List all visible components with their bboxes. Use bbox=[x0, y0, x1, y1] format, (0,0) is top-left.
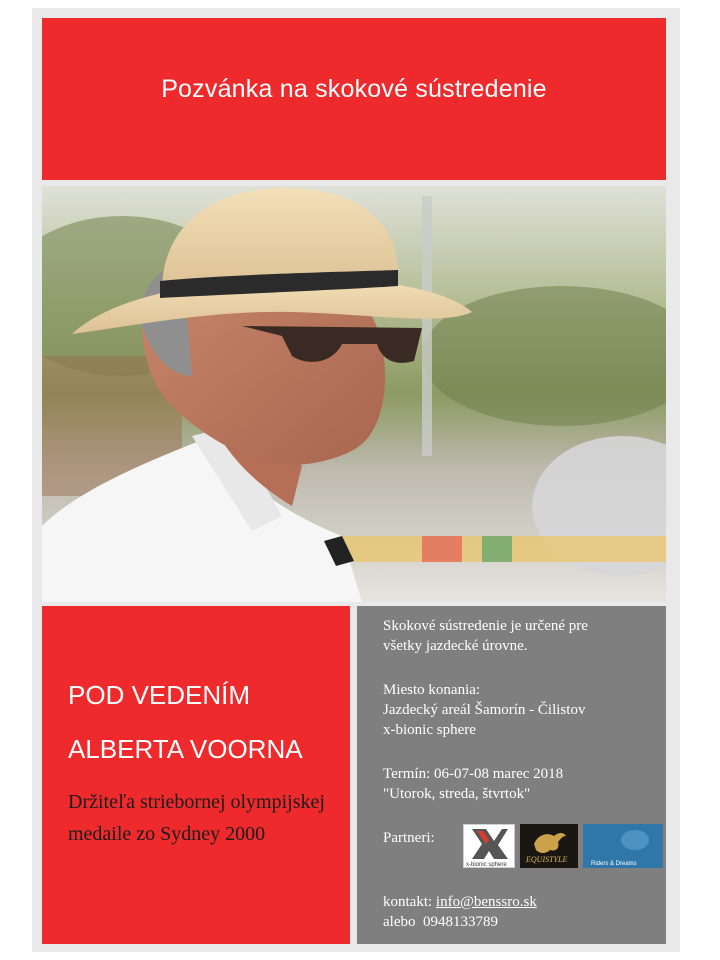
venue-label: Miesto konania: bbox=[383, 682, 481, 698]
x-bionic-logo-text: x-bionic sphere bbox=[466, 862, 507, 868]
phone-label: alebo bbox=[383, 914, 416, 930]
venue-text bbox=[383, 680, 658, 740]
contact-line bbox=[383, 892, 658, 912]
date-line-2: "Utorok, streda, štvrtok" bbox=[383, 786, 531, 802]
header-banner bbox=[42, 18, 666, 180]
intro-line-1: Skokové sústredenie je určené pre bbox=[383, 618, 588, 634]
intro-line-2: všetky jazdecké úrovne. bbox=[383, 638, 528, 654]
lead-heading: POD VEDENÍM bbox=[68, 680, 251, 710]
portrait-photo bbox=[42, 186, 666, 602]
riders-dreams-logo[interactable] bbox=[583, 824, 663, 868]
instructor-description: Držiteľa striebornej olympijskej medaile zo Sydney 2000 bbox=[68, 791, 325, 845]
details-panel bbox=[357, 606, 666, 944]
equistyle-logo-text: EQUISTYLE bbox=[526, 855, 568, 864]
venue-line-2: x-bionic sphere bbox=[383, 722, 476, 738]
venue-line-1: Jazdecký areál Šamorín - Čilistov bbox=[383, 702, 586, 718]
phone-number[interactable]: 0948133789 bbox=[422, 914, 498, 930]
date-text bbox=[383, 764, 658, 804]
equistyle-logo[interactable] bbox=[520, 824, 578, 868]
contact-label: kontakt: bbox=[383, 894, 433, 910]
phone-line bbox=[383, 912, 658, 932]
riders-dreams-logo-text: Riders & Dreams bbox=[591, 861, 637, 867]
instructor-panel bbox=[42, 606, 350, 944]
date-line-1: Termín: 06-07-08 marec 2018 bbox=[383, 766, 564, 782]
instructor-name: ALBERTA VOORNA bbox=[68, 734, 303, 764]
partners-label: Partneri: bbox=[383, 830, 435, 846]
contact-text bbox=[383, 892, 658, 932]
contact-email-link[interactable]: info@benssro.sk bbox=[435, 894, 537, 910]
portrait-illustration bbox=[42, 186, 666, 602]
poster-title: Pozvánka na skokové sústredenie bbox=[161, 74, 547, 103]
intro-text bbox=[383, 616, 658, 656]
x-bionic-logo[interactable] bbox=[463, 824, 515, 868]
